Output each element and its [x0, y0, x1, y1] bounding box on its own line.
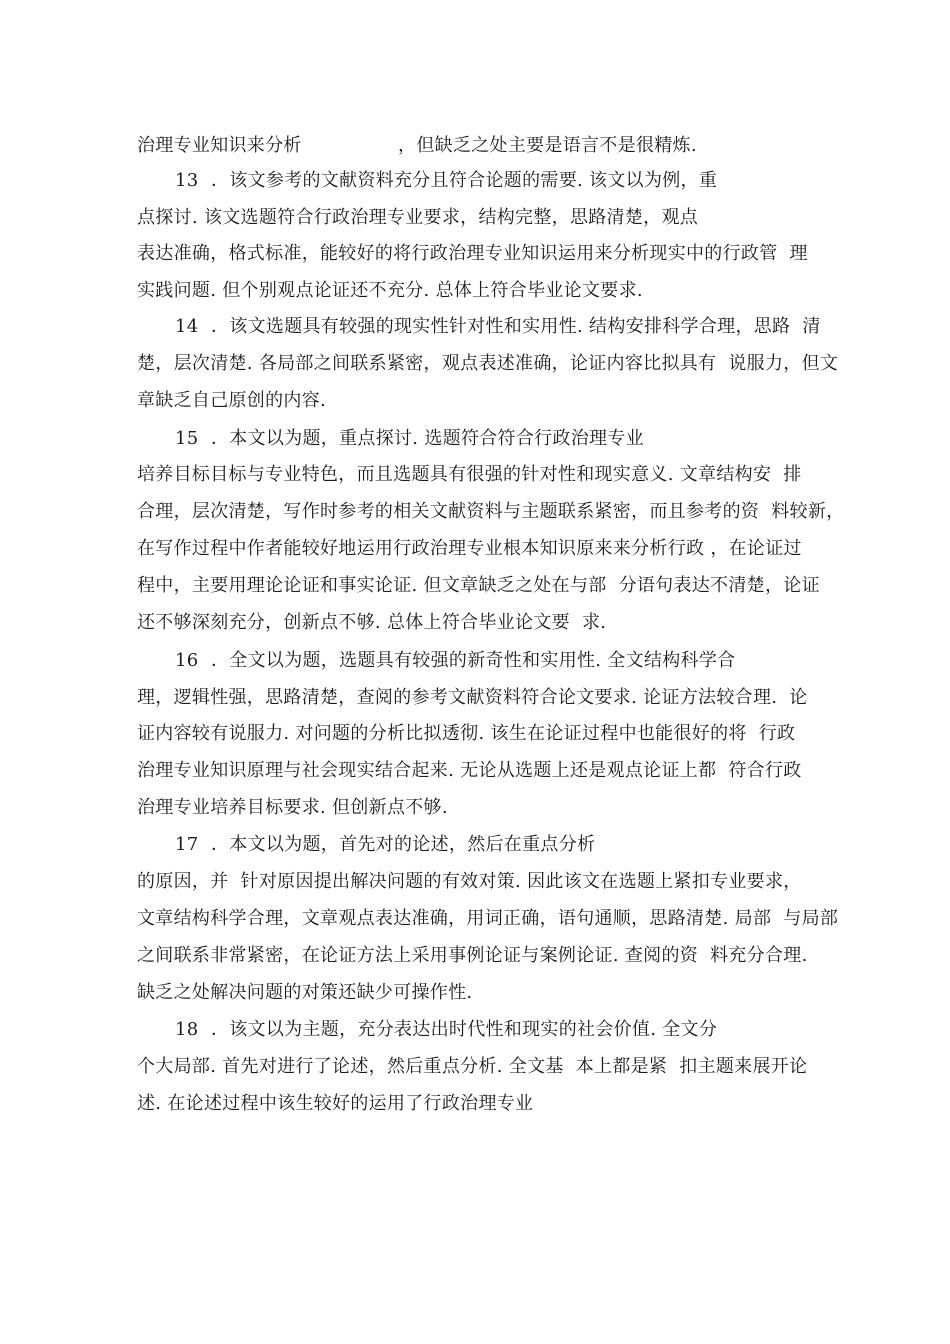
paragraph-line	[137, 135, 697, 157]
paragraph-line	[137, 353, 838, 375]
line-text: ．本文以为题，首先对的论述，然后在重点分析	[211, 834, 596, 855]
paragraph-line	[137, 538, 802, 560]
line-text: ．该文参考的文献资料充分且符合论题的需要. 该文以为例，重	[211, 170, 718, 191]
numbered-paragraph-line	[175, 428, 644, 450]
line-text: 证内容较有说服力. 对问题的分析比拟透彻. 该生在论证过程中也能很好的将 行政	[137, 723, 796, 744]
paragraph-line	[137, 1056, 807, 1078]
paragraph-line	[137, 464, 802, 486]
paragraph-line	[137, 982, 472, 1004]
line-text: 还不够深刻充分，创新点不够. 总体上符合毕业论文要 求.	[137, 612, 607, 633]
numbered-paragraph-line	[175, 834, 595, 856]
paragraph-number: 18	[175, 1019, 199, 1040]
line-text: 述. 在论述过程中该生较好的运用了行政治理专业	[137, 1093, 534, 1114]
numbered-paragraph-line	[175, 650, 735, 672]
line-text: 在写作过程中作者能较好地运用行政治理专业根本知识原来来分析行政 ，在论证过	[137, 538, 802, 559]
line-text: 治理专业知识来分析 ，但缺乏之处主要是语言不是很精炼.	[137, 135, 697, 156]
paragraph-number: 16	[175, 650, 199, 671]
line-text: 培养目标目标与专业特色，而且选题具有很强的针对性和现实意义. 文章结构安 排	[137, 464, 802, 485]
paragraph-line	[137, 280, 643, 302]
line-text: 治理专业知识原理与社会现实结合起来. 无论从选题上还是观点论证上都 符合行政	[137, 760, 802, 781]
line-text: ．该文以为主题，充分表达出时代性和现实的社会价值. 全文分	[211, 1019, 718, 1040]
paragraph-line	[137, 575, 820, 597]
line-text: 治理专业培养目标要求. 但创新点不够.	[137, 797, 448, 818]
numbered-paragraph-line	[175, 316, 821, 338]
line-text: 缺乏之处解决问题的对策还缺少可操作性.	[137, 982, 473, 1003]
numbered-paragraph-line	[175, 170, 717, 192]
line-text: ．该文选题具有较强的现实性针对性和实用性. 结构安排科学合理，思路 清	[211, 316, 821, 337]
paragraph-line	[137, 760, 802, 782]
line-text: 的原因，并 针对原因提出解决问题的有效对策. 因此该文在选题上紧扣专业要求，	[137, 871, 802, 892]
line-text: ．全文以为题，选题具有较强的新奇性和实用性. 全文结构科学合	[211, 650, 736, 671]
paragraph-line	[137, 1093, 533, 1115]
line-text: 文章结构科学合理，文章观点表达准确，用词正确，语句通顺，思路清楚. 局部 与局部	[137, 908, 839, 929]
paragraph-line	[137, 687, 808, 709]
line-text: 程中，主要用理论论证和事实论证. 但文章缺乏之处在与部 分语句表达不清楚，论证	[137, 575, 820, 596]
paragraph-number: 14	[175, 316, 199, 337]
paragraph-line	[137, 797, 448, 819]
line-text: 个大局部. 首先对进行了论述，然后重点分析. 全文基 本上都是紧 扣主题来展开论	[137, 1056, 808, 1077]
line-text: 楚，层次清楚. 各局部之间联系紧密，观点表述准确，论证内容比拟具有 说服力，但文	[137, 353, 839, 374]
paragraph-line	[137, 612, 606, 634]
paragraph-line	[137, 945, 808, 967]
paragraph-line	[137, 723, 795, 745]
paragraph-line	[137, 207, 698, 229]
numbered-paragraph-line	[175, 1019, 717, 1041]
paragraph-line	[137, 390, 326, 412]
line-text: 表达准确，格式标准，能较好的将行政治理专业知识运用来分析现实中的行政管 理	[137, 243, 808, 264]
paragraph-line	[137, 871, 802, 893]
line-text: 点探讨. 该文选题符合行政治理专业要求，结构完整，思路清楚，观点	[137, 207, 699, 228]
paragraph-number: 17	[175, 834, 199, 855]
line-text: 合理，层次清楚，写作时参考的相关文献资料与主题联系紧密，而且参考的资 料较新，	[137, 501, 845, 522]
paragraph-line	[137, 243, 808, 265]
paragraph-line	[137, 501, 844, 523]
paragraph-number: 15	[175, 428, 199, 449]
line-text: 理，逻辑性强，思路清楚，查阅的参考文献资料符合论文要求. 论证方法较合理. 论	[137, 687, 808, 708]
paragraph-line	[137, 908, 838, 930]
line-text: 实践问题. 但个别观点论证还不充分. 总体上符合毕业论文要求.	[137, 280, 643, 301]
paragraph-number: 13	[175, 170, 199, 191]
line-text: 章缺乏自己原创的内容.	[137, 390, 327, 411]
line-text: 之间联系非常紧密，在论证方法上采用事例论证与案例论证. 查阅的资 料充分合理.	[137, 945, 808, 966]
line-text: ．本文以为题，重点探讨. 选题符合符合行政治理专业	[211, 428, 644, 449]
